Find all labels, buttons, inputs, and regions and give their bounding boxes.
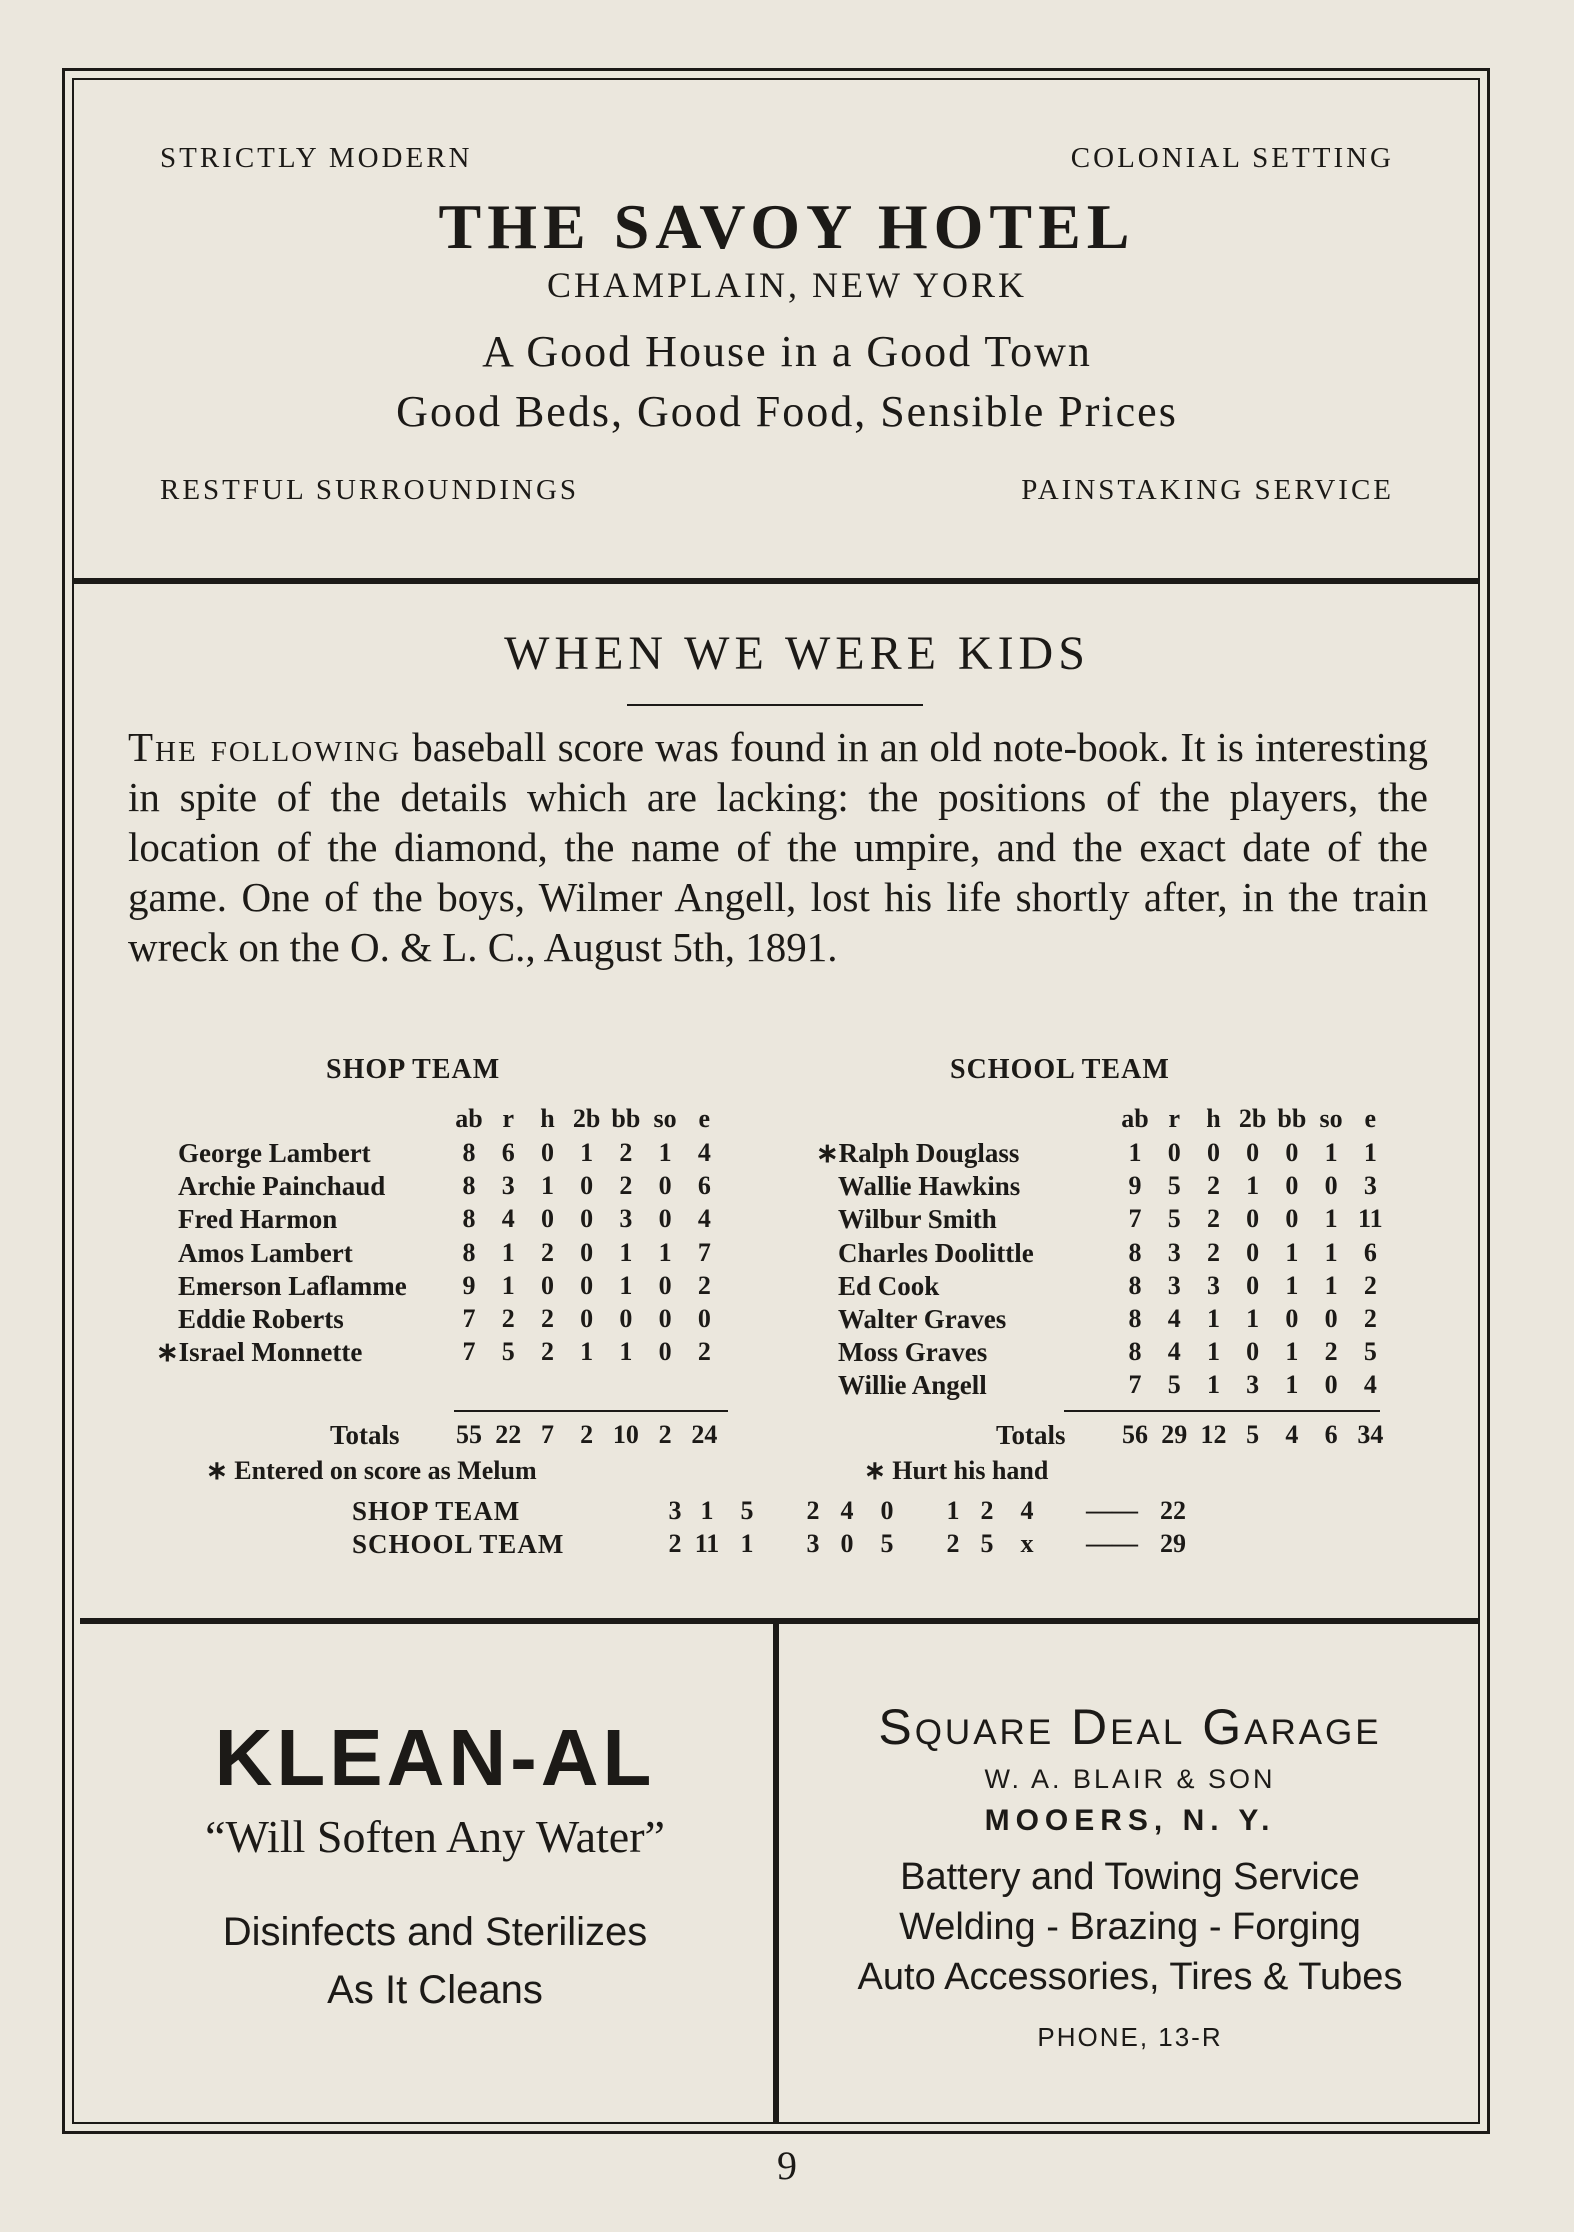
shop-stat-cell: 2 [697, 1337, 711, 1367]
school-stat-cell: 7 [1128, 1204, 1142, 1234]
school-stat-cell: 0 [1285, 1204, 1299, 1234]
school-stat-cell: 0 [1246, 1237, 1260, 1267]
school-stat-cell: 2 [1206, 1237, 1220, 1267]
school-total-cell: 29 [1161, 1420, 1188, 1449]
school-total-cell: 6 [1324, 1420, 1338, 1449]
shop-stat-cell: 1 [580, 1138, 594, 1167]
shop-total-cell: 24 [691, 1420, 718, 1449]
shop-total-cell: 10 [612, 1420, 639, 1449]
inning-runs-cell: 1 [946, 1496, 960, 1525]
inning-runs-cell: 3 [806, 1529, 820, 1558]
article-title: WHEN WE WERE KIDS [504, 627, 1090, 680]
school-stat-cell: 11 [1358, 1204, 1383, 1234]
shop-stat-cell: 0 [540, 1204, 554, 1234]
shop-player-name: Eddie Roberts [178, 1304, 344, 1334]
shop-stat-cell: 7 [697, 1237, 711, 1267]
school-stat-cell: 2 [1363, 1304, 1377, 1333]
school-stat-cell: 3 [1167, 1270, 1181, 1300]
shop-stat-cell: 8 [462, 1204, 476, 1234]
school-stat-cell: 1 [1324, 1270, 1338, 1300]
savoy-slogan-2: Good Beds, Good Food, Sensible Prices [396, 387, 1178, 436]
shop-stat-cell: 0 [658, 1270, 672, 1300]
school-stat-cell: 2 [1206, 1171, 1220, 1201]
school-stat-cell: 0 [1246, 1337, 1260, 1367]
school-col-header: ab [1121, 1104, 1149, 1133]
shop-total-cell: 55 [456, 1420, 482, 1449]
shop-stat-cell: 2 [540, 1237, 554, 1267]
school-stat-cell: 0 [1285, 1171, 1299, 1201]
school-stat-cell: 1 [1246, 1171, 1260, 1201]
section-divider-bottom [80, 1618, 1480, 1624]
shop-total-cell: 2 [658, 1420, 672, 1449]
shop-stat-cell: 0 [580, 1304, 594, 1333]
shop-stat-cell: 0 [697, 1304, 711, 1333]
innings-dash: —— [1086, 1496, 1138, 1525]
school-stat-cell: 3 [1246, 1370, 1260, 1400]
school-stat-cell: 2 [1363, 1270, 1377, 1300]
innings-dash: —— [1086, 1529, 1138, 1558]
shop-stat-cell: 1 [619, 1270, 633, 1300]
garage-town: MOOERS, N. Y. [984, 1804, 1276, 1837]
innings-team-name: SHOP TEAM [352, 1496, 521, 1526]
school-stat-cell: 0 [1167, 1138, 1181, 1167]
shop-stat-cell: 0 [580, 1270, 594, 1300]
shop-stat-cell: 1 [619, 1237, 633, 1267]
shop-stat-cell: 5 [501, 1337, 515, 1367]
school-player-name: Ed Cook [838, 1270, 940, 1301]
school-stat-cell: 0 [1246, 1138, 1260, 1167]
savoy-title: THE SAVOY HOTEL [438, 191, 1136, 262]
inning-runs-cell: 5 [980, 1529, 994, 1558]
garage-line-3: Auto Accessories, Tires & Tubes [857, 1956, 1403, 1998]
ad-column-divider [773, 1622, 779, 2122]
shop-stat-cell: 2 [540, 1304, 554, 1333]
school-stat-cell: 4 [1167, 1337, 1181, 1367]
school-stat-cell: 0 [1324, 1171, 1338, 1201]
school-stat-cell: 8 [1128, 1270, 1142, 1300]
shop-col-header: ab [455, 1104, 483, 1133]
article-lead: The following [128, 724, 402, 770]
shop-stat-cell: 6 [501, 1138, 515, 1167]
savoy-tagline-right: COLONIAL SETTING [1070, 142, 1394, 174]
klean-al-slogan: “Will Soften Any Water” [205, 1811, 665, 1862]
school-stat-cell: 5 [1167, 1171, 1181, 1201]
innings-total: 29 [1160, 1529, 1186, 1558]
shop-stat-cell: 0 [540, 1138, 554, 1167]
inning-runs-cell: 5 [880, 1529, 894, 1558]
shop-stat-cell: 3 [619, 1204, 633, 1234]
school-stat-cell: 4 [1363, 1370, 1377, 1400]
shop-stat-cell: 8 [462, 1171, 476, 1201]
shop-stat-cell: 1 [580, 1337, 594, 1367]
school-stat-cell: 3 [1206, 1270, 1220, 1300]
innings-team-name: SCHOOL TEAM [352, 1529, 565, 1559]
inning-runs-cell: 4 [1020, 1496, 1034, 1525]
shop-total-cell: 22 [495, 1420, 522, 1449]
inning-runs-cell: 0 [840, 1529, 854, 1558]
shop-total-cell: 7 [540, 1420, 554, 1449]
school-col-header: 2b [1238, 1104, 1267, 1133]
inning-runs-cell: 0 [880, 1496, 894, 1525]
school-stat-cell: 2 [1206, 1204, 1220, 1234]
school-team-heading: SCHOOL TEAM [950, 1054, 1170, 1085]
school-player-name: Wallie Hawkins [838, 1171, 1021, 1202]
shop-stat-cell: 0 [540, 1270, 554, 1300]
school-stat-cell: 5 [1167, 1370, 1181, 1400]
shop-stat-cell: 2 [697, 1270, 711, 1300]
inning-runs-cell: 2 [668, 1529, 682, 1558]
shop-stat-cell: 0 [580, 1237, 594, 1267]
shop-stat-cell: 2 [619, 1138, 633, 1167]
shop-stat-cell: 0 [580, 1204, 594, 1234]
inning-runs-cell: 11 [694, 1529, 720, 1558]
school-total-cell: 4 [1285, 1420, 1299, 1449]
school-player-name: Willie Angell [838, 1370, 987, 1401]
school-stat-cell: 0 [1324, 1370, 1338, 1400]
shop-footnote: ∗ Entered on score as Melum [206, 1456, 537, 1485]
school-stat-cell: 5 [1167, 1204, 1181, 1234]
inning-runs-cell: 3 [668, 1496, 682, 1525]
school-stat-cell: 0 [1246, 1270, 1260, 1300]
article-body [128, 722, 1428, 972]
school-stat-cell: 1 [1206, 1304, 1220, 1333]
inning-runs-cell: 1 [700, 1496, 714, 1525]
garage-line-2: Welding - Brazing - Forging [899, 1906, 1361, 1948]
page-number: 9 [777, 2143, 797, 2188]
savoy-tagline-left: STRICTLY MODERN [160, 142, 473, 174]
shop-totals-rule [454, 1410, 728, 1412]
school-stat-cell: 0 [1285, 1138, 1299, 1167]
school-col-header: h [1206, 1104, 1221, 1133]
section-divider-top [74, 578, 1478, 584]
school-total-cell: 34 [1357, 1420, 1384, 1449]
shop-stat-cell: 1 [658, 1138, 672, 1167]
school-stat-cell: 4 [1167, 1304, 1181, 1333]
shop-team-heading: SHOP TEAM [326, 1054, 501, 1085]
shop-totals-label: Totals [330, 1420, 400, 1450]
inning-runs-cell: 4 [840, 1496, 854, 1525]
school-stat-cell: 7 [1128, 1370, 1142, 1400]
school-stat-cell: 8 [1128, 1304, 1142, 1333]
shop-stat-cell: 0 [658, 1204, 672, 1234]
school-stat-cell: 5 [1363, 1337, 1377, 1367]
shop-stat-cell: 4 [697, 1204, 711, 1234]
inning-runs-cell: 2 [980, 1496, 994, 1525]
inning-runs-cell: x [1020, 1529, 1034, 1558]
shop-total-cell: 2 [580, 1420, 594, 1449]
school-stat-cell: 1 [1324, 1204, 1338, 1234]
shop-player-name: ∗Israel Monnette [156, 1337, 363, 1368]
shop-stat-cell: 1 [540, 1171, 554, 1201]
shop-stat-cell: 6 [697, 1171, 711, 1201]
shop-stat-cell: 1 [619, 1337, 633, 1367]
title-underline [627, 704, 923, 706]
shop-stat-cell: 2 [501, 1304, 515, 1333]
school-col-header: bb [1277, 1104, 1307, 1133]
shop-stat-cell: 7 [462, 1304, 476, 1333]
inning-runs-cell: 5 [740, 1496, 754, 1525]
school-stat-cell: 2 [1324, 1337, 1338, 1367]
shop-stat-cell: 2 [540, 1337, 554, 1367]
school-player-name: Wilbur Smith [838, 1204, 997, 1235]
shop-stat-cell: 0 [619, 1304, 633, 1333]
garage-line-1: Battery and Towing Service [900, 1856, 1360, 1898]
inning-runs-cell: 1 [740, 1529, 754, 1558]
shop-player-name: Emerson Laflamme [178, 1270, 407, 1301]
school-stat-cell: 1 [1128, 1138, 1142, 1167]
shop-stat-cell: 9 [462, 1270, 476, 1300]
inning-runs-cell: 2 [946, 1529, 960, 1558]
school-stat-cell: 1 [1285, 1237, 1299, 1267]
shop-stat-cell: 8 [462, 1138, 476, 1167]
shop-player-name: Fred Harmon [178, 1204, 338, 1235]
inning-runs-cell: 2 [806, 1496, 820, 1525]
shop-stat-cell: 0 [580, 1171, 594, 1201]
garage-title: Square Deal Garage [878, 1699, 1382, 1755]
school-stat-cell: 1 [1324, 1237, 1338, 1267]
school-stat-cell: 9 [1128, 1171, 1142, 1201]
garage-phone: PHONE, 13-R [1037, 2022, 1223, 2052]
school-totals-rule [1064, 1410, 1380, 1412]
article-text: baseball score was found in an old note-book. It is interesting in spite of the details which are lacking: the positions of the players, the location of the diamond, the name of the umpire, and the exact date of the game. One of the boys, Wilmer Angell, lost his life shortly after, in the train wreck on the O. & L. C., August 5th, 1891. [128, 724, 1428, 970]
shop-col-header: bb [611, 1104, 641, 1133]
savoy-slogan-1: A Good House in a Good Town [482, 327, 1092, 376]
school-player-name: Walter Graves [838, 1304, 1007, 1334]
savoy-tagline-bottom-left: RESTFUL SURROUNDINGS [160, 474, 580, 506]
school-col-header: so [1319, 1104, 1343, 1133]
savoy-tagline-bottom-right: PAINSTAKING SERVICE [1021, 474, 1394, 506]
klean-al-title: KLEAN-AL [214, 1713, 656, 1802]
shop-player-name: Amos Lambert [178, 1237, 353, 1268]
shop-stat-cell: 1 [501, 1270, 515, 1300]
school-stat-cell: 3 [1167, 1237, 1181, 1267]
school-player-name: ∗Ralph Douglass [816, 1138, 1020, 1168]
school-col-header: r [1168, 1104, 1180, 1133]
school-stat-cell: 8 [1128, 1337, 1142, 1367]
shop-player-name: Archie Painchaud [178, 1171, 386, 1202]
school-stat-cell: 6 [1363, 1237, 1377, 1267]
school-col-header: e [1364, 1104, 1377, 1133]
shop-stat-cell: 0 [658, 1337, 672, 1367]
innings-total: 22 [1160, 1496, 1186, 1525]
shop-stat-cell: 3 [501, 1171, 515, 1201]
school-total-cell: 5 [1246, 1420, 1260, 1449]
school-stat-cell: 1 [1285, 1337, 1299, 1367]
school-stat-cell: 1 [1285, 1370, 1299, 1400]
shop-col-header: e [698, 1104, 711, 1133]
shop-col-header: so [653, 1104, 677, 1133]
school-stat-cell: 3 [1363, 1171, 1377, 1201]
school-total-cell: 12 [1200, 1420, 1227, 1449]
shop-col-header: r [502, 1104, 514, 1133]
shop-stat-cell: 1 [501, 1237, 515, 1267]
shop-stat-cell: 0 [658, 1171, 672, 1201]
school-stat-cell: 1 [1363, 1138, 1377, 1167]
garage-owner: W. A. BLAIR & SON [984, 1764, 1276, 1794]
klean-al-line-1: Disinfects and Sterilizes [222, 1910, 648, 1954]
school-total-cell: 56 [1122, 1420, 1148, 1449]
school-player-name: Moss Graves [838, 1337, 988, 1368]
savoy-location: CHAMPLAIN, NEW YORK [547, 265, 1027, 305]
school-stat-cell: 1 [1324, 1138, 1338, 1167]
school-totals-label: Totals [996, 1420, 1066, 1450]
school-stat-cell: 0 [1206, 1138, 1220, 1167]
shop-player-name: George Lambert [178, 1138, 371, 1168]
school-stat-cell: 0 [1324, 1304, 1338, 1333]
klean-al-line-2: As It Cleans [327, 1968, 543, 2012]
school-stat-cell: 1 [1206, 1370, 1220, 1400]
shop-stat-cell: 4 [501, 1204, 515, 1234]
school-stat-cell: 1 [1285, 1270, 1299, 1300]
school-stat-cell: 1 [1206, 1337, 1220, 1367]
shop-stat-cell: 7 [462, 1337, 476, 1367]
shop-col-header: 2b [572, 1104, 601, 1133]
school-stat-cell: 8 [1128, 1237, 1142, 1267]
shop-stat-cell: 2 [619, 1171, 633, 1201]
school-stat-cell: 0 [1285, 1304, 1299, 1333]
school-stat-cell: 0 [1246, 1204, 1260, 1234]
school-footnote: ∗ Hurt his hand [864, 1456, 1049, 1485]
school-stat-cell: 1 [1246, 1304, 1260, 1333]
school-player-name: Charles Doolittle [838, 1237, 1034, 1268]
shop-stat-cell: 8 [462, 1237, 476, 1267]
shop-col-header: h [540, 1104, 555, 1133]
shop-stat-cell: 1 [658, 1237, 672, 1267]
shop-stat-cell: 4 [697, 1138, 711, 1167]
shop-stat-cell: 0 [658, 1304, 672, 1333]
